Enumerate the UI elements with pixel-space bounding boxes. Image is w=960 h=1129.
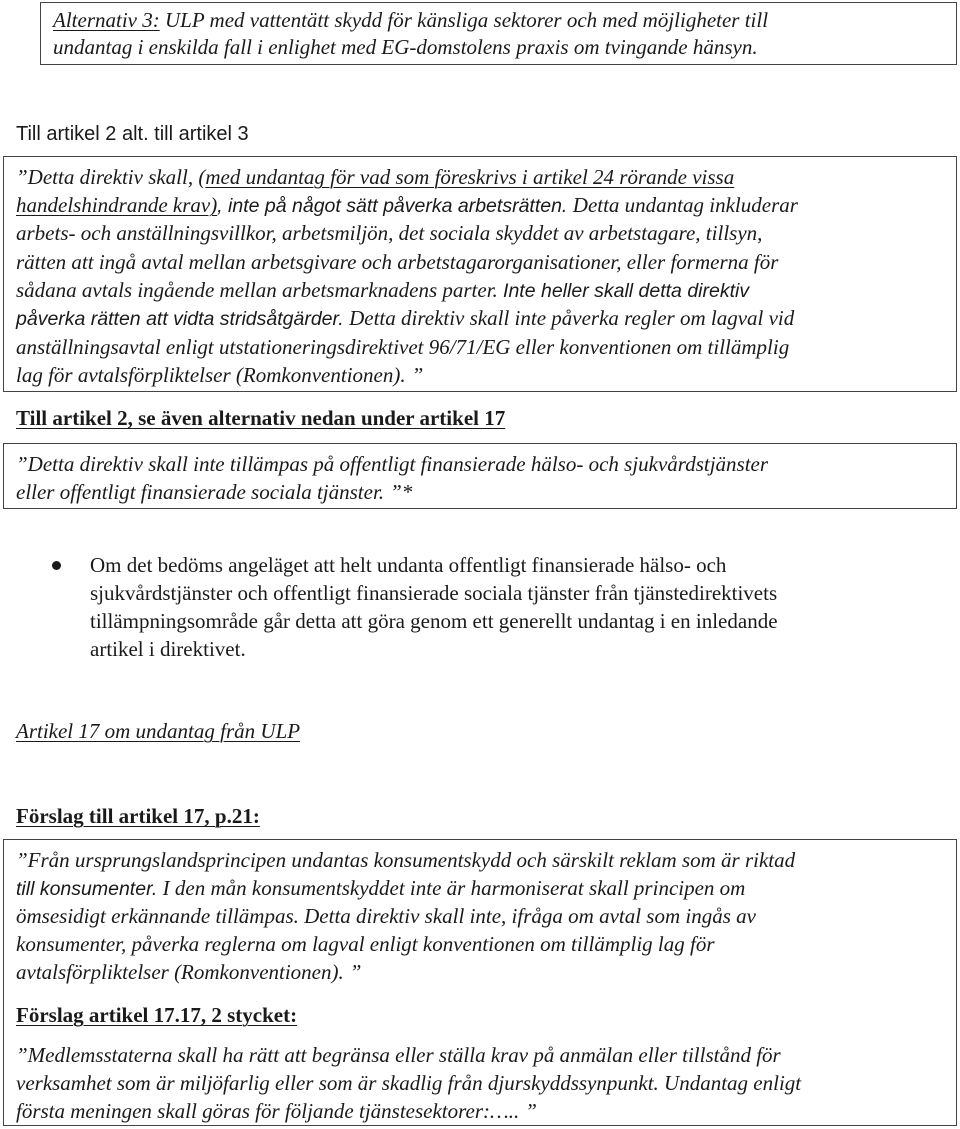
article-17-17-line-1: ”Medlemsstaterna skall ha rätt att begränsa eller ställa krav på anmälan eller tillstånd för [16, 1043, 781, 1067]
article-3-line-7: anställningsavtal enligt utstationeringsdirektivet 96/71/EG eller konventionen om tillämplig [16, 335, 790, 359]
article-17-line-3: ömsesidigt erkännande tillämpas. Detta direktiv skall inte, ifråga om avtal som ingås av [16, 904, 756, 928]
article-3-line-3: arbets- och anställningsvillkor, arbetsmiljön, det sociala skyddet av arbetstagare, tillsyn, [16, 221, 763, 245]
heading-article-2: Till artikel 2, se även alternativ nedan under artikel 17 [16, 406, 506, 430]
bullet-line-2: sjukvårdstjänster och offentligt finansierade sociala tjänster från tjänstedirektivets [90, 581, 778, 605]
article-3-line-8: lag för avtalsförpliktelser (Romkonventionen). ” [16, 363, 424, 387]
article-17-line-5: avtalsförpliktelser (Romkonventionen). ” [16, 960, 362, 984]
heading-article-3: Till artikel 2 alt. till artikel 3 [16, 123, 249, 145]
article-3-line-2: handelshindrande krav), inte på något sätt påverka arbetsrätten. Detta undantag inkluderar [16, 193, 798, 217]
heading-article-17: Artikel 17 om undantag från ULP [16, 719, 301, 743]
bullet-line-4: artikel i direktivet. [90, 637, 246, 661]
article-3-line-6: påverka rätten att vidta stridsåtgärder. Detta direktiv skall inte påverka regler om lagval vid [16, 306, 795, 330]
article-17-17-line-3: första meningen skall göras för följande tjänstesektorer:….. ” [16, 1099, 537, 1123]
article-3-line-1: ”Detta direktiv skall, (med undantag för vad som föreskrivs i artikel 24 rörande vissa [16, 165, 735, 189]
article-3-line-5: sådana avtals ingående mellan arbetsmarknadens parter. Inte heller skall detta direktiv [16, 278, 750, 302]
article-2-line-1: ”Detta direktiv skall inte tillämpas på offentligt finansierade hälso- och sjukvårdstjänster [16, 452, 769, 476]
article-17-line-4: konsumenter, påverka reglerna om lagval enligt konventionen om tillämplig lag för [16, 932, 715, 956]
bullet-line-1: Om det bedöms angeläget att helt undanta offentligt finansierade hälso- och [90, 553, 727, 577]
alternative-3-line-1: Alternativ 3: ULP med vattentätt skydd för känsliga sektorer och med möjligheter till [53, 8, 769, 32]
article-2-line-2: eller offentligt finansierade sociala tjänster. ”* [16, 480, 413, 504]
article-3-line-4: rätten att ingå avtal mellan arbetsgivare och arbetstagarorganisationer, eller formerna för [16, 250, 779, 274]
article-17-17-line-2: verksamhet som är miljöfarlig eller som är skadlig från djurskyddssynpunkt. Undantag enligt [16, 1071, 802, 1095]
bullet-line-3: tillämpningsområde går detta att göra genom ett generellt undantag i en inledande [90, 609, 778, 633]
bullet-icon [52, 561, 61, 570]
heading-proposal-17-17: Förslag artikel 17.17, 2 stycket: [16, 1003, 298, 1027]
article-17-line-2: till konsumenter. I den mån konsumentskyddet inte är harmoniserat skall principen om [16, 876, 746, 900]
alternative-3-line-2: undantag i enskilda fall i enlighet med EG-domstolens praxis om tvingande hänsyn. [53, 35, 758, 59]
alternative-3-label: Alternativ 3: [53, 8, 160, 32]
article-17-line-1: ”Från ursprungslandsprincipen undantas konsumentskydd och särskilt reklam som är riktad [16, 848, 796, 872]
heading-proposal-17: Förslag till artikel 17, p.21: [16, 804, 260, 828]
